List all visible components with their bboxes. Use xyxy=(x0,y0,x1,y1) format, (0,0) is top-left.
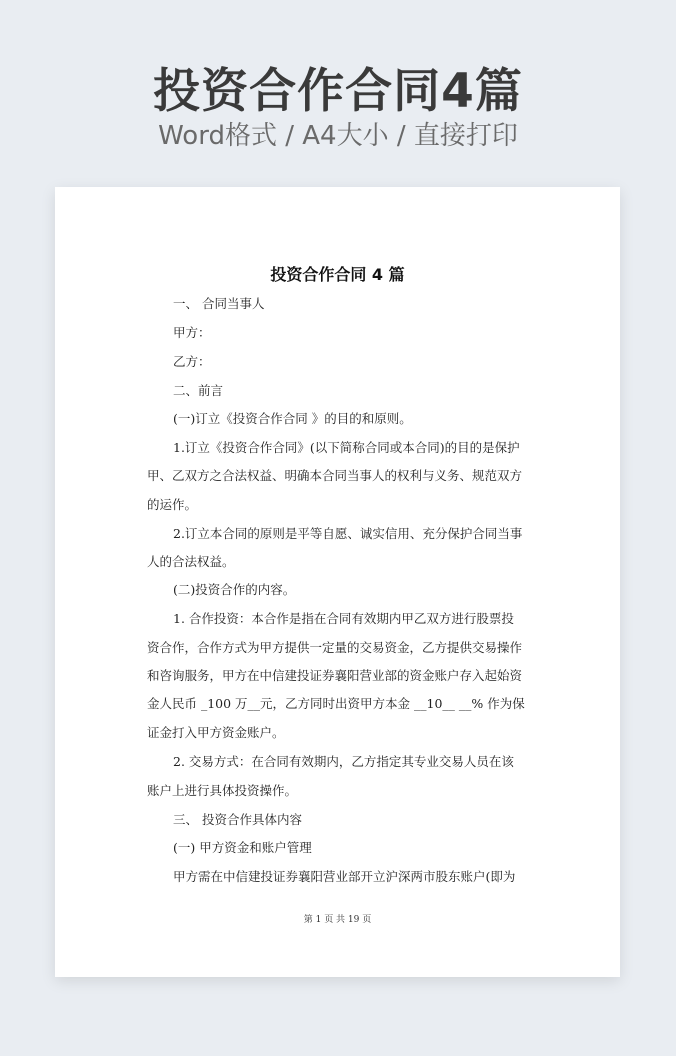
body-line: 和咨询服务，甲方在中信建投证券襄阳营业部的资金账户存入起始资 xyxy=(147,668,523,683)
section-heading-preface: 二、前言 xyxy=(173,383,224,398)
body-line: 金人民币 _100 万__元，乙方同时出资甲方本金 __10__ __% 作为保 xyxy=(147,696,525,711)
body-line: (二)投资合作的内容。 xyxy=(173,582,296,597)
section-heading-content: 三、 投资合作具体内容 xyxy=(173,812,302,827)
subsection-heading: (一) 甲方资金和账户管理 xyxy=(173,840,312,855)
document-title: 投资合作合同 4 篇 xyxy=(270,265,405,284)
body-line: 1. 合作投资：本合作是指在合同有效期内甲乙双方进行股票投 xyxy=(173,611,514,626)
body-line: 资合作，合作方式为甲方提供一定量的交易资金，乙方提供交易操作 xyxy=(147,640,523,655)
body-line: 账户上进行具体投资操作。 xyxy=(147,783,298,798)
party-a-line: 甲方： xyxy=(173,325,211,340)
body-line: 2.订立本合同的原则是平等自愿、诚实信用、充分保护合同当事 xyxy=(173,526,523,541)
body-line: 甲方需在中信建投证券襄阳营业部开立沪深两市股东账户(即为 xyxy=(173,869,516,884)
body-line: 证金打入甲方资金账户。 xyxy=(147,725,285,740)
body-line: 的运作。 xyxy=(147,497,198,512)
body-line: 2. 交易方式：在合同有效期内，乙方指定其专业交易人员在该 xyxy=(173,754,514,769)
party-b-line: 乙方： xyxy=(173,354,211,369)
banner-title: 投资合作合同4篇 xyxy=(153,64,523,119)
body-line: 甲、乙双方之合法权益、明确本合同当事人的权利与义务、规范双方 xyxy=(147,468,523,483)
page-footer: 第 1 页 共 19 页 xyxy=(303,915,372,925)
body-line: 1.订立《投资合作合同》(以下简称合同或本合同)的目的是保护 xyxy=(173,440,520,455)
banner-subtitle: Word格式 / A4大小 / 直接打印 xyxy=(158,121,518,151)
document-page xyxy=(55,187,620,977)
body-line: 人的合法权益。 xyxy=(147,554,235,569)
section-heading-parties: 一、 合同当事人 xyxy=(173,296,265,311)
body-line: (一)订立《投资合作合同 》的目的和原则。 xyxy=(173,411,412,426)
